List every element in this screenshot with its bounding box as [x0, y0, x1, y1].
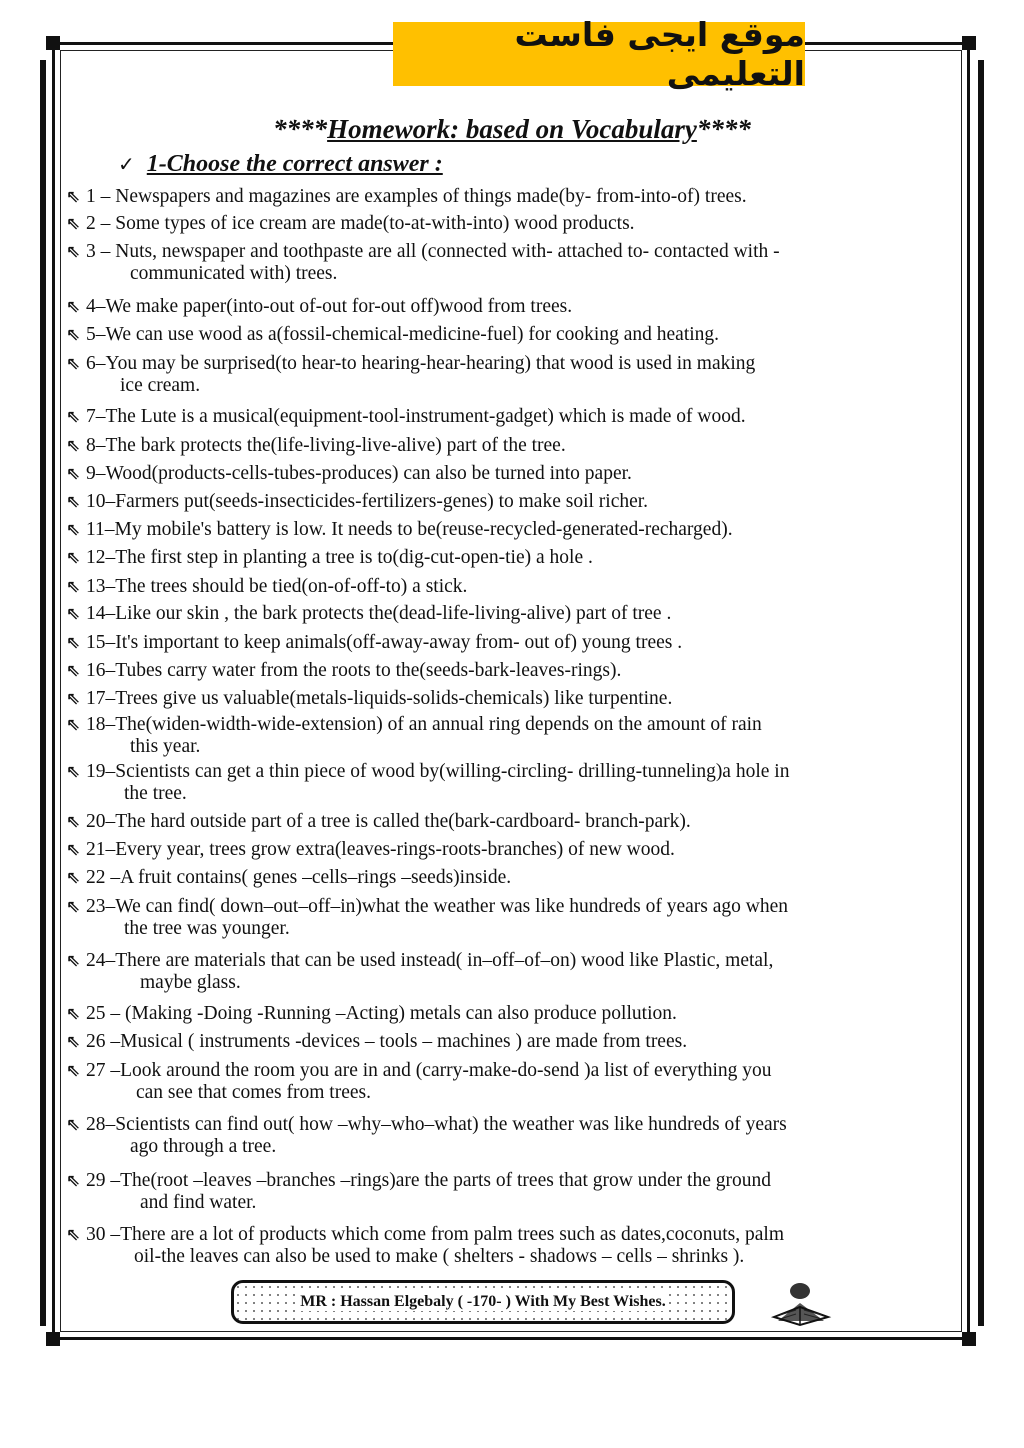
- question-item: [66, 296, 946, 318]
- question-text: The(root –leaves –branches –rings)are the parts of trees that grow under the ground: [120, 1170, 771, 1191]
- site-banner: [393, 15, 805, 93]
- frame-corner: [962, 36, 976, 50]
- question-text: Newspapers and magazines are examples of things made(by- from-into-of) trees.: [110, 186, 747, 207]
- question-number: 27 –: [86, 1060, 121, 1081]
- question-text-continued: ago through a tree.: [130, 1136, 277, 1157]
- question-item: [66, 576, 946, 598]
- question-item: [66, 241, 946, 285]
- question-text: Trees give us valuable(metals-liquids-solids-chemicals) like turpentine.: [115, 688, 673, 709]
- section-label: 1-Choose the correct answer :: [146, 151, 443, 177]
- question-text: My mobile's battery is low. It needs to be(reuse-recycled-generated-recharged).: [114, 519, 733, 540]
- question-number: 13–: [86, 576, 116, 597]
- footer-text: MR : Hassan Elgebaly ( -170- ) With My Best Wishes.: [300, 1293, 666, 1310]
- pointer-arrow-icon: ⇖: [66, 1032, 81, 1052]
- question-number: 20–: [86, 811, 116, 832]
- question-text-continued: the tree was younger.: [124, 918, 290, 939]
- question-number: 23–: [86, 896, 116, 917]
- footer-banner: [231, 1280, 735, 1324]
- question-number: 25 –: [86, 1003, 121, 1024]
- pointer-arrow-icon: ⇖: [66, 297, 81, 317]
- question-text-continued: ice cream.: [120, 375, 201, 396]
- question-number: 14–: [86, 603, 116, 624]
- pointer-arrow-icon: ⇖: [66, 214, 81, 234]
- question-text: We can find( down–out–off–in)what the weather was like hundreds of years ago when: [115, 896, 789, 917]
- question-item: [66, 1170, 946, 1214]
- question-item: [66, 867, 946, 889]
- question-item: [66, 688, 946, 710]
- question-text: Look around the room you are in and (carry-make-do-send )a list of everything you: [120, 1060, 772, 1081]
- pointer-arrow-icon: ⇖: [66, 187, 81, 207]
- question-item: [66, 186, 946, 208]
- question-number: 21–: [86, 839, 116, 860]
- question-number: 4–: [86, 296, 106, 317]
- frame-corner: [46, 36, 60, 50]
- question-text-continued: oil-the leaves can also be used to make ( shelters - shadows – cells – shrinks ).: [134, 1246, 745, 1267]
- question-text-continued: the tree.: [124, 783, 187, 804]
- question-text-continued: and find water.: [140, 1192, 257, 1213]
- pointer-arrow-icon: ⇖: [66, 1061, 81, 1081]
- title-main: Homework: based on Vocabulary: [327, 114, 697, 144]
- question-number: 9–: [86, 463, 106, 484]
- question-text: There are materials that can be used instead( in–off–of–on) wood like Plastic, metal,: [115, 950, 774, 971]
- question-number: 15–: [86, 632, 116, 653]
- frame-corner: [46, 1332, 60, 1346]
- site-banner-text: موقع ايجى فاست التعليمى: [514, 15, 805, 93]
- question-item: [66, 1031, 946, 1053]
- question-text: The first step in planting a tree is to(dig-cut-open-tie) a hole .: [115, 547, 593, 568]
- question-number: 26 –: [86, 1031, 121, 1052]
- question-item: [66, 896, 946, 940]
- question-text: Scientists can get a thin piece of wood by(willing-circling- drilling-tunneling)a hole in: [115, 761, 790, 782]
- question-text: Tubes carry water from the roots to the(seeds-bark-leaves-rings).: [115, 660, 622, 681]
- question-item: [66, 519, 946, 541]
- pointer-arrow-icon: ⇖: [66, 812, 81, 832]
- question-text-continued: this year.: [130, 736, 201, 757]
- pointer-arrow-icon: ⇖: [66, 464, 81, 484]
- pointer-arrow-icon: ⇖: [66, 715, 81, 735]
- pointer-arrow-icon: ⇖: [66, 840, 81, 860]
- question-number: 2 –: [86, 213, 111, 234]
- question-number: 10–: [86, 491, 116, 512]
- pointer-arrow-icon: ⇖: [66, 633, 81, 653]
- question-number: 17–: [86, 688, 116, 709]
- question-text: Nuts, newspaper and toothpaste are all (connected with- attached to- contacted with -: [110, 241, 780, 262]
- question-item: [66, 950, 946, 994]
- pointer-arrow-icon: ⇖: [66, 492, 81, 512]
- pointer-arrow-icon: ⇖: [66, 325, 81, 345]
- pointer-arrow-icon: ⇖: [66, 1004, 81, 1024]
- question-text: (Making -Doing -Running –Acting) metals can also produce pollution.: [120, 1003, 677, 1024]
- question-number: 11–: [86, 519, 115, 540]
- question-text: Some types of ice cream are made(to-at-with-into) wood products.: [110, 213, 635, 234]
- question-item: [66, 435, 946, 457]
- section-heading: [118, 151, 443, 178]
- question-text: Farmers put(seeds-insecticides-fertilizers-genes) to make soil richer.: [115, 491, 649, 512]
- question-number: 24–: [86, 950, 116, 971]
- pointer-arrow-icon: ⇖: [66, 354, 81, 374]
- question-item: [66, 213, 946, 235]
- question-text: We can use wood as a(fossil-chemical-medicine-fuel) for cooking and heating.: [105, 324, 720, 345]
- question-item: [66, 491, 946, 513]
- question-item: [66, 632, 946, 654]
- question-text-continued: maybe glass.: [140, 972, 241, 993]
- question-number: 7–: [86, 406, 106, 427]
- question-text-continued: communicated with) trees.: [130, 263, 338, 284]
- pointer-arrow-icon: ⇖: [66, 407, 81, 427]
- question-item: [66, 660, 946, 682]
- question-text: It's important to keep animals(off-away-away from- out of) young trees .: [115, 632, 683, 653]
- question-text: The bark protects the(life-living-live-alive) part of the tree.: [105, 435, 566, 456]
- frame-left-bar: [40, 60, 46, 1326]
- pointer-arrow-icon: ⇖: [66, 242, 81, 262]
- pointer-arrow-icon: ⇖: [66, 661, 81, 681]
- question-number: 28–: [86, 1114, 116, 1135]
- pointer-arrow-icon: ⇖: [66, 1115, 81, 1135]
- question-item: [66, 463, 946, 485]
- question-item: [66, 547, 946, 569]
- question-number: 8–: [86, 435, 106, 456]
- frame-corner: [962, 1332, 976, 1346]
- pointer-arrow-icon: ⇖: [66, 1171, 81, 1191]
- question-number: 29 –: [86, 1170, 121, 1191]
- pointer-arrow-icon: ⇖: [66, 868, 81, 888]
- question-text: The(widen-width-wide-extension) of an annual ring depends on the amount of rain: [115, 714, 762, 735]
- frame-right-bar: [978, 60, 984, 1326]
- question-item: [66, 714, 946, 758]
- question-text: Scientists can find out( how –why–who–what) the weather was like hundreds of years: [115, 1114, 787, 1135]
- checkmark-icon: ✓: [118, 152, 135, 176]
- question-item: [66, 1003, 946, 1025]
- question-text: The trees should be tied(on-of-off-to) a stick.: [115, 576, 468, 597]
- pointer-arrow-icon: ⇖: [66, 897, 81, 917]
- question-number: 18–: [86, 714, 116, 735]
- question-text: Musical ( instruments -devices – tools – machines ) are made from trees.: [120, 1031, 688, 1052]
- question-item: [66, 324, 946, 346]
- question-text: The hard outside part of a tree is called the(bark-cardboard- branch-park).: [115, 811, 691, 832]
- question-text: Every year, trees grow extra(leaves-rings-roots-branches) of new wood.: [115, 839, 675, 860]
- question-item: [66, 1224, 946, 1268]
- question-text: There are a lot of products which come from palm trees such as dates,coconuts, palm: [120, 1224, 784, 1245]
- question-item: [66, 761, 946, 805]
- question-text: Wood(products-cells-tubes-produces) can also be turned into paper.: [105, 463, 632, 484]
- pointer-arrow-icon: ⇖: [66, 951, 81, 971]
- pointer-arrow-icon: ⇖: [66, 689, 81, 709]
- question-item: [66, 1114, 946, 1158]
- question-text: Like our skin , the bark protects the(dead-life-living-alive) part of tree .: [115, 603, 672, 624]
- question-number: 16–: [86, 660, 116, 681]
- title-prefix: ****: [273, 114, 328, 144]
- question-number: 22 –: [86, 867, 121, 888]
- pointer-arrow-icon: ⇖: [66, 436, 81, 456]
- question-number: 6–: [86, 353, 106, 374]
- question-text: We make paper(into-out of-out for-out off)wood from trees.: [105, 296, 573, 317]
- question-number: 30 –: [86, 1224, 121, 1245]
- question-item: [66, 811, 946, 833]
- question-number: 1 –: [86, 186, 111, 207]
- question-number: 12–: [86, 547, 116, 568]
- question-text: A fruit contains( genes –cells–rings –seeds)inside.: [120, 867, 512, 888]
- pointer-arrow-icon: ⇖: [66, 604, 81, 624]
- title-suffix: ****: [696, 114, 751, 144]
- question-item: [66, 603, 946, 625]
- question-text-continued: can see that comes from trees.: [136, 1082, 371, 1103]
- page-title: [0, 114, 1024, 145]
- question-number: 19–: [86, 761, 116, 782]
- pointer-arrow-icon: ⇖: [66, 520, 81, 540]
- question-text: The Lute is a musical(equipment-tool-instrument-gadget) which is made of wood.: [105, 406, 746, 427]
- teacher-reading-icon: [770, 1277, 832, 1327]
- pointer-arrow-icon: ⇖: [66, 762, 81, 782]
- question-number: 3 –: [86, 241, 111, 262]
- pointer-arrow-icon: ⇖: [66, 577, 81, 597]
- question-number: 5–: [86, 324, 106, 345]
- pointer-arrow-icon: ⇖: [66, 1225, 81, 1245]
- question-item: [66, 839, 946, 861]
- question-item: [66, 406, 946, 428]
- question-item: [66, 353, 946, 397]
- question-item: [66, 1060, 946, 1104]
- pointer-arrow-icon: ⇖: [66, 548, 81, 568]
- question-text: You may be surprised(to hear-to hearing-hear-hearing) that wood is used in making: [105, 353, 756, 374]
